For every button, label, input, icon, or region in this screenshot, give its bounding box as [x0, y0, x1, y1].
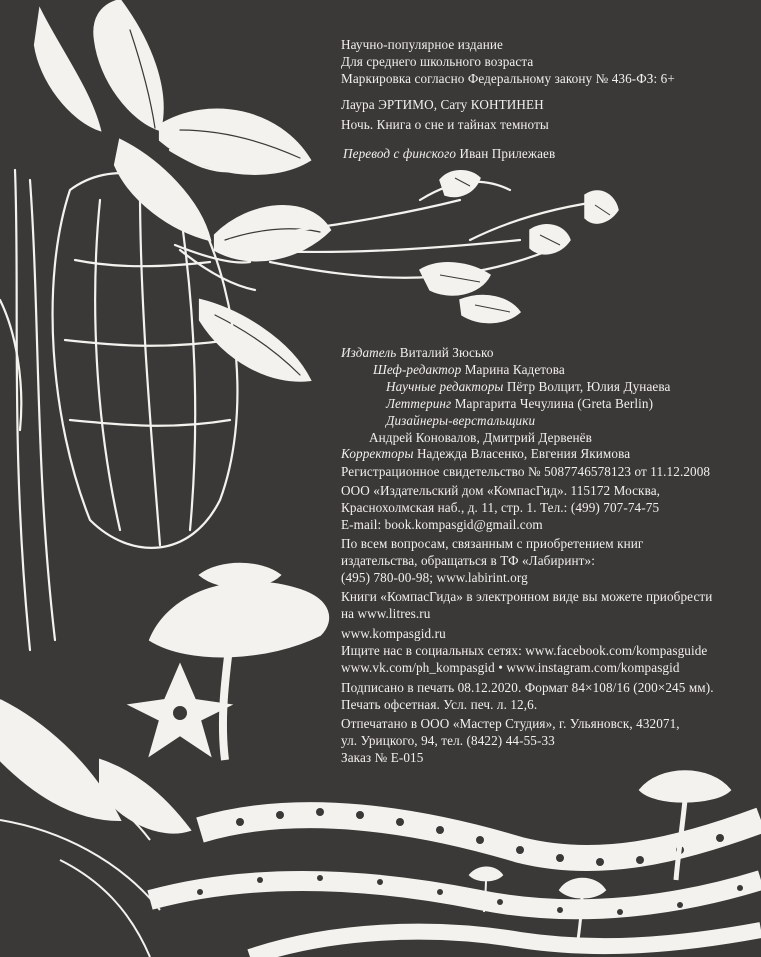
translator-role: Перевод с финского	[343, 146, 457, 161]
publisher-name: Виталий Зюсько	[399, 345, 494, 360]
science-editors-role: Научные редакторы	[386, 379, 504, 394]
print-line-4: ул. Урицкого, 94, тел. (8422) 44-55-33	[341, 733, 555, 748]
science-editors-name: Пётр Волцит, Юлия Дунаева	[506, 379, 671, 394]
ebook-line-2: на www.litres.ru	[341, 606, 431, 621]
social-line-1: Ищите нас в социальных сетях: www.facebook.com/kompasguide	[341, 643, 708, 658]
print-line-3: Отпечатано в ООО «Мастер Студия», г. Ульяновск, 432071,	[341, 716, 680, 731]
company-line-2: Краснохолмская наб., д. 11, стр. 1. Тел.: (499) 707-74-75	[341, 500, 660, 515]
designers-role: Дизайнеры-верстальщики	[386, 413, 536, 428]
lettering-role: Леттеринг	[386, 396, 452, 411]
publisher-role: Издатель	[341, 345, 397, 360]
chief-editor-name: Марина Кадетова	[464, 362, 565, 377]
designers-name: Андрей Коновалов, Дмитрий Дервенёв	[369, 430, 592, 445]
print-line-2: Печать офсетная. Усл. печ. л. 12,6.	[341, 697, 538, 712]
chief-editor-role: Шеф-редактор	[373, 362, 462, 377]
order-number: Заказ № Е-015	[341, 750, 424, 765]
science-editors-line	[386, 379, 670, 395]
purchase-line-1: По всем вопросам, связанным с приобретением книг	[341, 536, 644, 551]
translator-name: Иван Прилежаев	[459, 146, 556, 161]
purchase-line-2: издательства, обращаться в ТФ «Лабиринт»:	[341, 553, 595, 568]
proofreaders-role: Корректоры	[341, 446, 414, 461]
ebook-line-1: Книги «КомпасГида» в электронном виде вы можете приобрести	[341, 589, 713, 604]
age-rating-line: Маркировка согласно Федеральному закону № 436-ФЗ: 6+	[341, 71, 675, 86]
genre-line: Научно-популярное издание	[341, 37, 503, 52]
purchase-line-3: (495) 780-00-98; www.labirint.org	[341, 570, 528, 585]
translator-line	[343, 146, 555, 162]
social-line-2: www.vk.com/ph_kompasgid • www.instagram.com/kompasgid	[341, 660, 680, 675]
print-line-1: Подписано в печать 08.12.2020. Формат 84×108/16 (200×245 мм).	[341, 680, 714, 695]
lettering-line	[386, 396, 653, 412]
lettering-name: Маргарита Чечулина (Greta Berlin)	[454, 396, 654, 411]
proofreaders-line	[341, 446, 630, 462]
company-email: E-mail: book.kompasgid@gmail.com	[341, 517, 543, 532]
proofreaders-name: Надежда Власенко, Евгения Якимова	[416, 446, 631, 461]
company-line-1: ООО «Издательский дом «КомпасГид». 115172 Москва,	[341, 483, 661, 498]
registration: Регистрационное свидетельство № 5087746578123 от 11.12.2008	[341, 464, 711, 479]
website: www.kompasgid.ru	[341, 626, 446, 641]
publisher-line	[341, 345, 494, 361]
authors: Лаура ЭРТИМО, Сату КОНТИНЕН	[341, 97, 544, 112]
chief-editor-line	[373, 362, 565, 378]
book-title: Ночь. Книга о сне и тайнах темноты	[341, 117, 549, 132]
age-line: Для среднего школьного возраста	[341, 54, 534, 69]
